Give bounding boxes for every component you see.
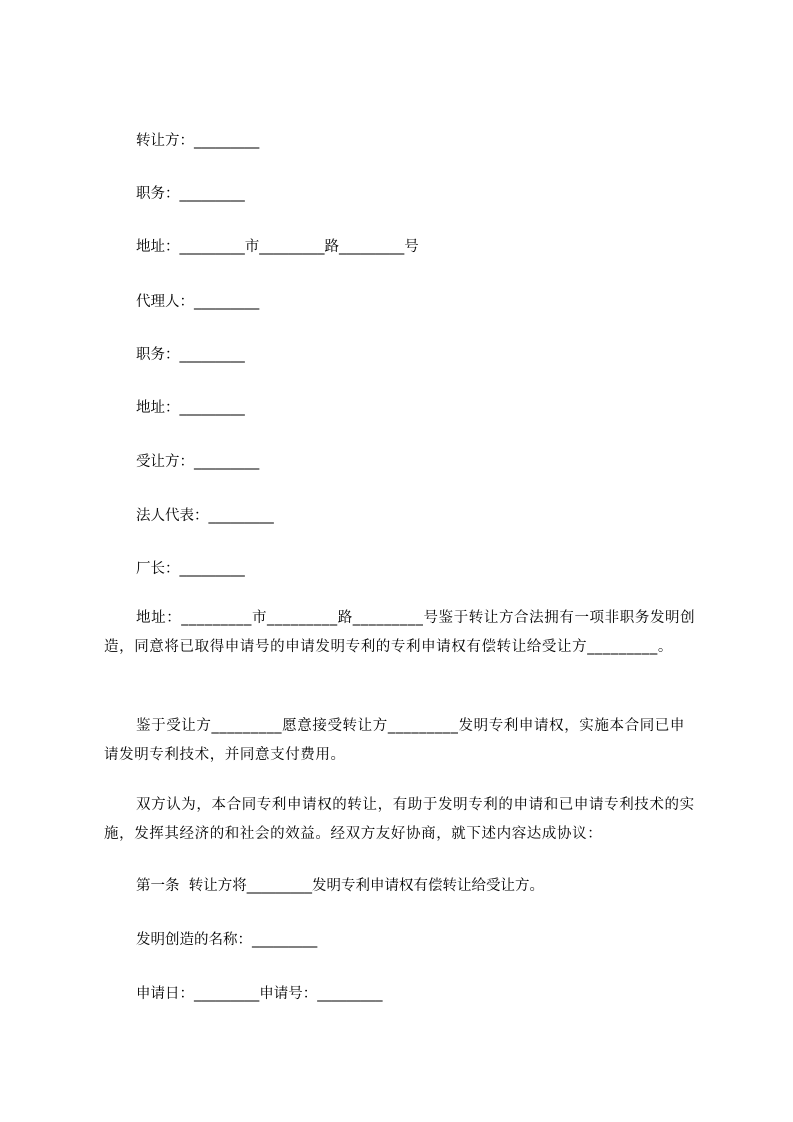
invention-name-field: 发明创造的名称：_________ <box>136 932 318 948</box>
transferee-field: 受让方：_________ <box>136 454 260 470</box>
transferor-position-field: 职务：_________ <box>136 186 245 202</box>
transferor-address-field: 地址：_________市_________路_________号 <box>136 239 419 255</box>
agent-address-field: 地址：_________ <box>136 400 245 416</box>
paragraph-transferee-recital: 鉴于受让方_________愿意接受转让方_________发明专利申请权，实施本合同已申请发明专利技术，并同意支付费用。 <box>104 718 685 763</box>
paragraph-address-recital: 地址：_________市_________路_________号鉴于转让方合法拥有一项非职务发明创造，同意将已取得申请号的申请发明专利的专利申请权有偿转让给受让方_________。 <box>104 610 696 655</box>
article-1: 第一条 转让方将_________发明专利申请权有偿转让给受让方。 <box>136 878 544 894</box>
transferor-field: 转让方：_________ <box>136 133 260 149</box>
application-info-field: 申请日：_________申请号：_________ <box>136 986 383 1002</box>
agent-position-field: 职务：_________ <box>136 347 245 363</box>
legal-representative-field: 法人代表：_________ <box>136 508 274 524</box>
paragraph-agreement-recital: 双方认为，本合同专利申请权的转让，有助于发明专利的申请和已申请专利技术的实施，发挥其经济的和社会的效益。经双方友好协商，就下述内容达成协议： <box>104 797 695 842</box>
factory-director-field: 厂长：_________ <box>136 561 245 577</box>
agent-field: 代理人：_________ <box>136 294 260 310</box>
